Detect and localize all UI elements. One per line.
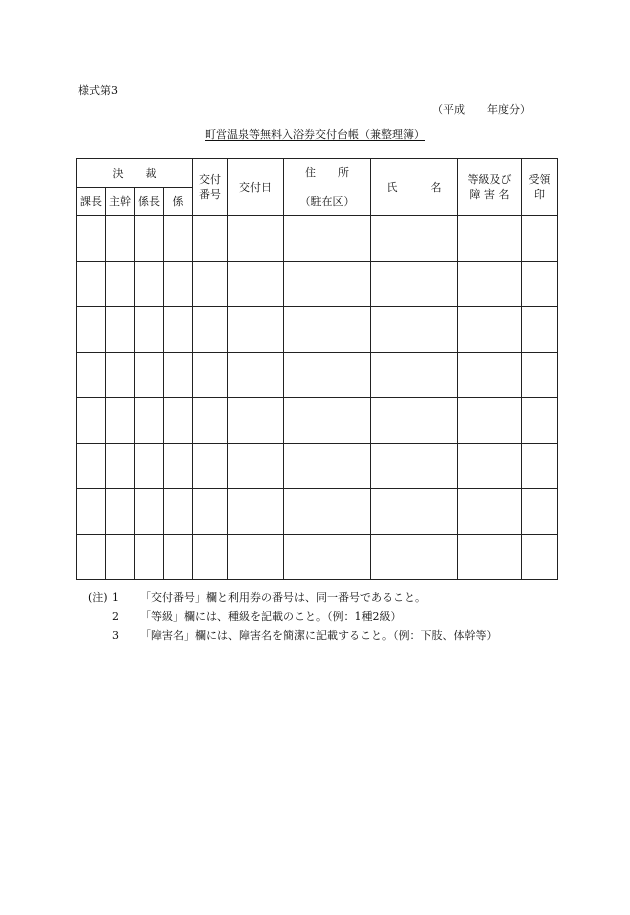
ledger-cell[interactable]	[522, 489, 558, 535]
ledger-cell[interactable]	[135, 443, 164, 489]
ledger-row	[77, 261, 558, 307]
note-prefix: (注)	[88, 591, 108, 604]
ledger-cell[interactable]	[228, 534, 284, 580]
ledger-cell[interactable]	[135, 216, 164, 262]
ledger-cell[interactable]	[371, 352, 458, 398]
note-number: 2	[112, 610, 119, 623]
ledger-cell[interactable]	[228, 307, 284, 353]
ledger-cell[interactable]	[106, 216, 135, 262]
note-prefix	[88, 607, 112, 626]
receipt-seal-header	[522, 159, 558, 216]
grade-header	[458, 159, 522, 216]
ledger-cell[interactable]	[228, 489, 284, 535]
ledger-cell[interactable]	[193, 216, 228, 262]
ledger-cell[interactable]	[371, 216, 458, 262]
ledger-cell[interactable]	[135, 489, 164, 535]
ledger-body	[77, 216, 558, 580]
ledger-cell[interactable]	[228, 443, 284, 489]
ledger-cell[interactable]	[284, 398, 371, 444]
ledger-cell[interactable]	[164, 216, 193, 262]
document-title-text: 町営温泉等無料入浴券交付台帳（兼整理簿）	[205, 128, 425, 141]
ledger-cell[interactable]	[284, 489, 371, 535]
ledger-cell[interactable]	[77, 216, 106, 262]
issue-number-header-line1: 交付	[199, 173, 221, 186]
ledger-cell[interactable]	[135, 534, 164, 580]
ledger-cell[interactable]	[284, 307, 371, 353]
ledger-cell[interactable]	[371, 489, 458, 535]
document-title	[0, 128, 630, 142]
ledger-cell[interactable]	[135, 261, 164, 307]
ledger-cell[interactable]	[135, 352, 164, 398]
ledger-cell[interactable]	[106, 307, 135, 353]
ledger-cell[interactable]	[284, 534, 371, 580]
ledger-cell[interactable]	[284, 352, 371, 398]
ledger-cell[interactable]	[228, 352, 284, 398]
ledger-cell[interactable]	[522, 307, 558, 353]
ledger-cell[interactable]	[164, 443, 193, 489]
fiscal-year: （平成 年度分）	[432, 103, 531, 116]
role-subsection-chief: 係長	[135, 188, 164, 216]
ledger-cell[interactable]	[77, 489, 106, 535]
note-prefix	[88, 626, 112, 645]
address-header-line2: （駐在区）	[299, 195, 355, 208]
note-text: 「等級」欄には、種級を記載のこと。（例：1種2級）	[140, 610, 402, 623]
ledger-row	[77, 398, 558, 444]
note-number: 1	[112, 591, 119, 604]
ledger-cell[interactable]	[371, 261, 458, 307]
ledger-row	[77, 534, 558, 580]
ledger-cell[interactable]	[193, 261, 228, 307]
ledger-cell[interactable]	[106, 261, 135, 307]
ledger-cell[interactable]	[135, 307, 164, 353]
ledger-cell[interactable]	[164, 489, 193, 535]
note-number: 3	[112, 629, 119, 642]
issue-date-header: 交付日	[228, 159, 284, 216]
ledger-cell[interactable]	[135, 398, 164, 444]
ledger-cell[interactable]	[371, 443, 458, 489]
ledger-cell[interactable]	[77, 443, 106, 489]
ledger-row	[77, 352, 558, 398]
ledger-cell[interactable]	[284, 261, 371, 307]
ledger-cell[interactable]	[77, 398, 106, 444]
ledger-cell[interactable]	[522, 352, 558, 398]
ledger-cell[interactable]	[164, 261, 193, 307]
note-item	[88, 588, 498, 607]
ledger-cell[interactable]	[106, 398, 135, 444]
receipt-seal-header-line1: 受領	[528, 173, 551, 186]
ledger-cell[interactable]	[371, 534, 458, 580]
note-item	[88, 607, 498, 626]
ledger-cell[interactable]	[458, 352, 522, 398]
ledger-cell[interactable]	[458, 398, 522, 444]
ledger-cell[interactable]	[458, 307, 522, 353]
ledger-cell[interactable]	[106, 489, 135, 535]
ledger-cell[interactable]	[522, 261, 558, 307]
address-header	[284, 159, 371, 216]
issue-number-header-line2: 番号	[199, 188, 221, 201]
ledger-cell[interactable]	[164, 307, 193, 353]
ledger-cell[interactable]	[522, 398, 558, 444]
ledger-cell[interactable]	[77, 352, 106, 398]
ledger-cell[interactable]	[164, 534, 193, 580]
ledger-cell[interactable]	[371, 398, 458, 444]
ledger-cell[interactable]	[371, 307, 458, 353]
note-item	[88, 626, 498, 645]
ledger-row	[77, 443, 558, 489]
role-staff: 係	[164, 188, 193, 216]
ledger-cell[interactable]	[522, 534, 558, 580]
issue-number-header	[193, 159, 228, 216]
ledger-cell[interactable]	[193, 534, 228, 580]
ledger-cell[interactable]	[284, 443, 371, 489]
note-text: 「障害名」欄には、障害名を簡潔に記載すること。（例：下肢、体幹等）	[140, 629, 498, 642]
receipt-seal-header-line2: 印	[534, 188, 545, 201]
ledger-cell[interactable]	[77, 261, 106, 307]
ledger-row	[77, 489, 558, 535]
decision-header: 決 裁	[77, 159, 193, 188]
ledger-cell[interactable]	[458, 261, 522, 307]
ledger-cell[interactable]	[193, 307, 228, 353]
notes	[88, 588, 498, 645]
ledger-cell[interactable]	[193, 443, 228, 489]
ledger-row	[77, 216, 558, 262]
ledger-cell[interactable]	[164, 352, 193, 398]
name-header: 氏 名	[371, 159, 458, 216]
ledger-cell[interactable]	[458, 534, 522, 580]
note-text: 「交付番号」欄と利用券の番号は、同一番号であること。	[140, 591, 426, 604]
ledger-cell[interactable]	[228, 261, 284, 307]
ledger-table	[76, 158, 558, 580]
ledger-cell[interactable]	[193, 352, 228, 398]
ledger-cell[interactable]	[458, 216, 522, 262]
ledger-cell[interactable]	[522, 443, 558, 489]
ledger-cell[interactable]	[193, 398, 228, 444]
ledger-cell[interactable]	[284, 216, 371, 262]
ledger-cell[interactable]	[164, 398, 193, 444]
form-number: 様式第3	[78, 84, 118, 97]
ledger-cell[interactable]	[228, 216, 284, 262]
ledger-cell[interactable]	[458, 443, 522, 489]
role-chief-officer: 主幹	[106, 188, 135, 216]
ledger-row	[77, 307, 558, 353]
ledger-cell[interactable]	[522, 216, 558, 262]
grade-header-line2: 障 害 名	[469, 188, 510, 201]
ledger-cell[interactable]	[228, 398, 284, 444]
ledger-cell[interactable]	[106, 352, 135, 398]
ledger-cell[interactable]	[77, 534, 106, 580]
role-section-chief: 課長	[77, 188, 106, 216]
grade-header-line1: 等級及び	[467, 173, 512, 186]
ledger-cell[interactable]	[77, 307, 106, 353]
ledger-cell[interactable]	[458, 489, 522, 535]
ledger-cell[interactable]	[106, 534, 135, 580]
ledger-cell[interactable]	[106, 443, 135, 489]
address-header-line1: 住 所	[305, 166, 349, 179]
ledger-cell[interactable]	[193, 489, 228, 535]
